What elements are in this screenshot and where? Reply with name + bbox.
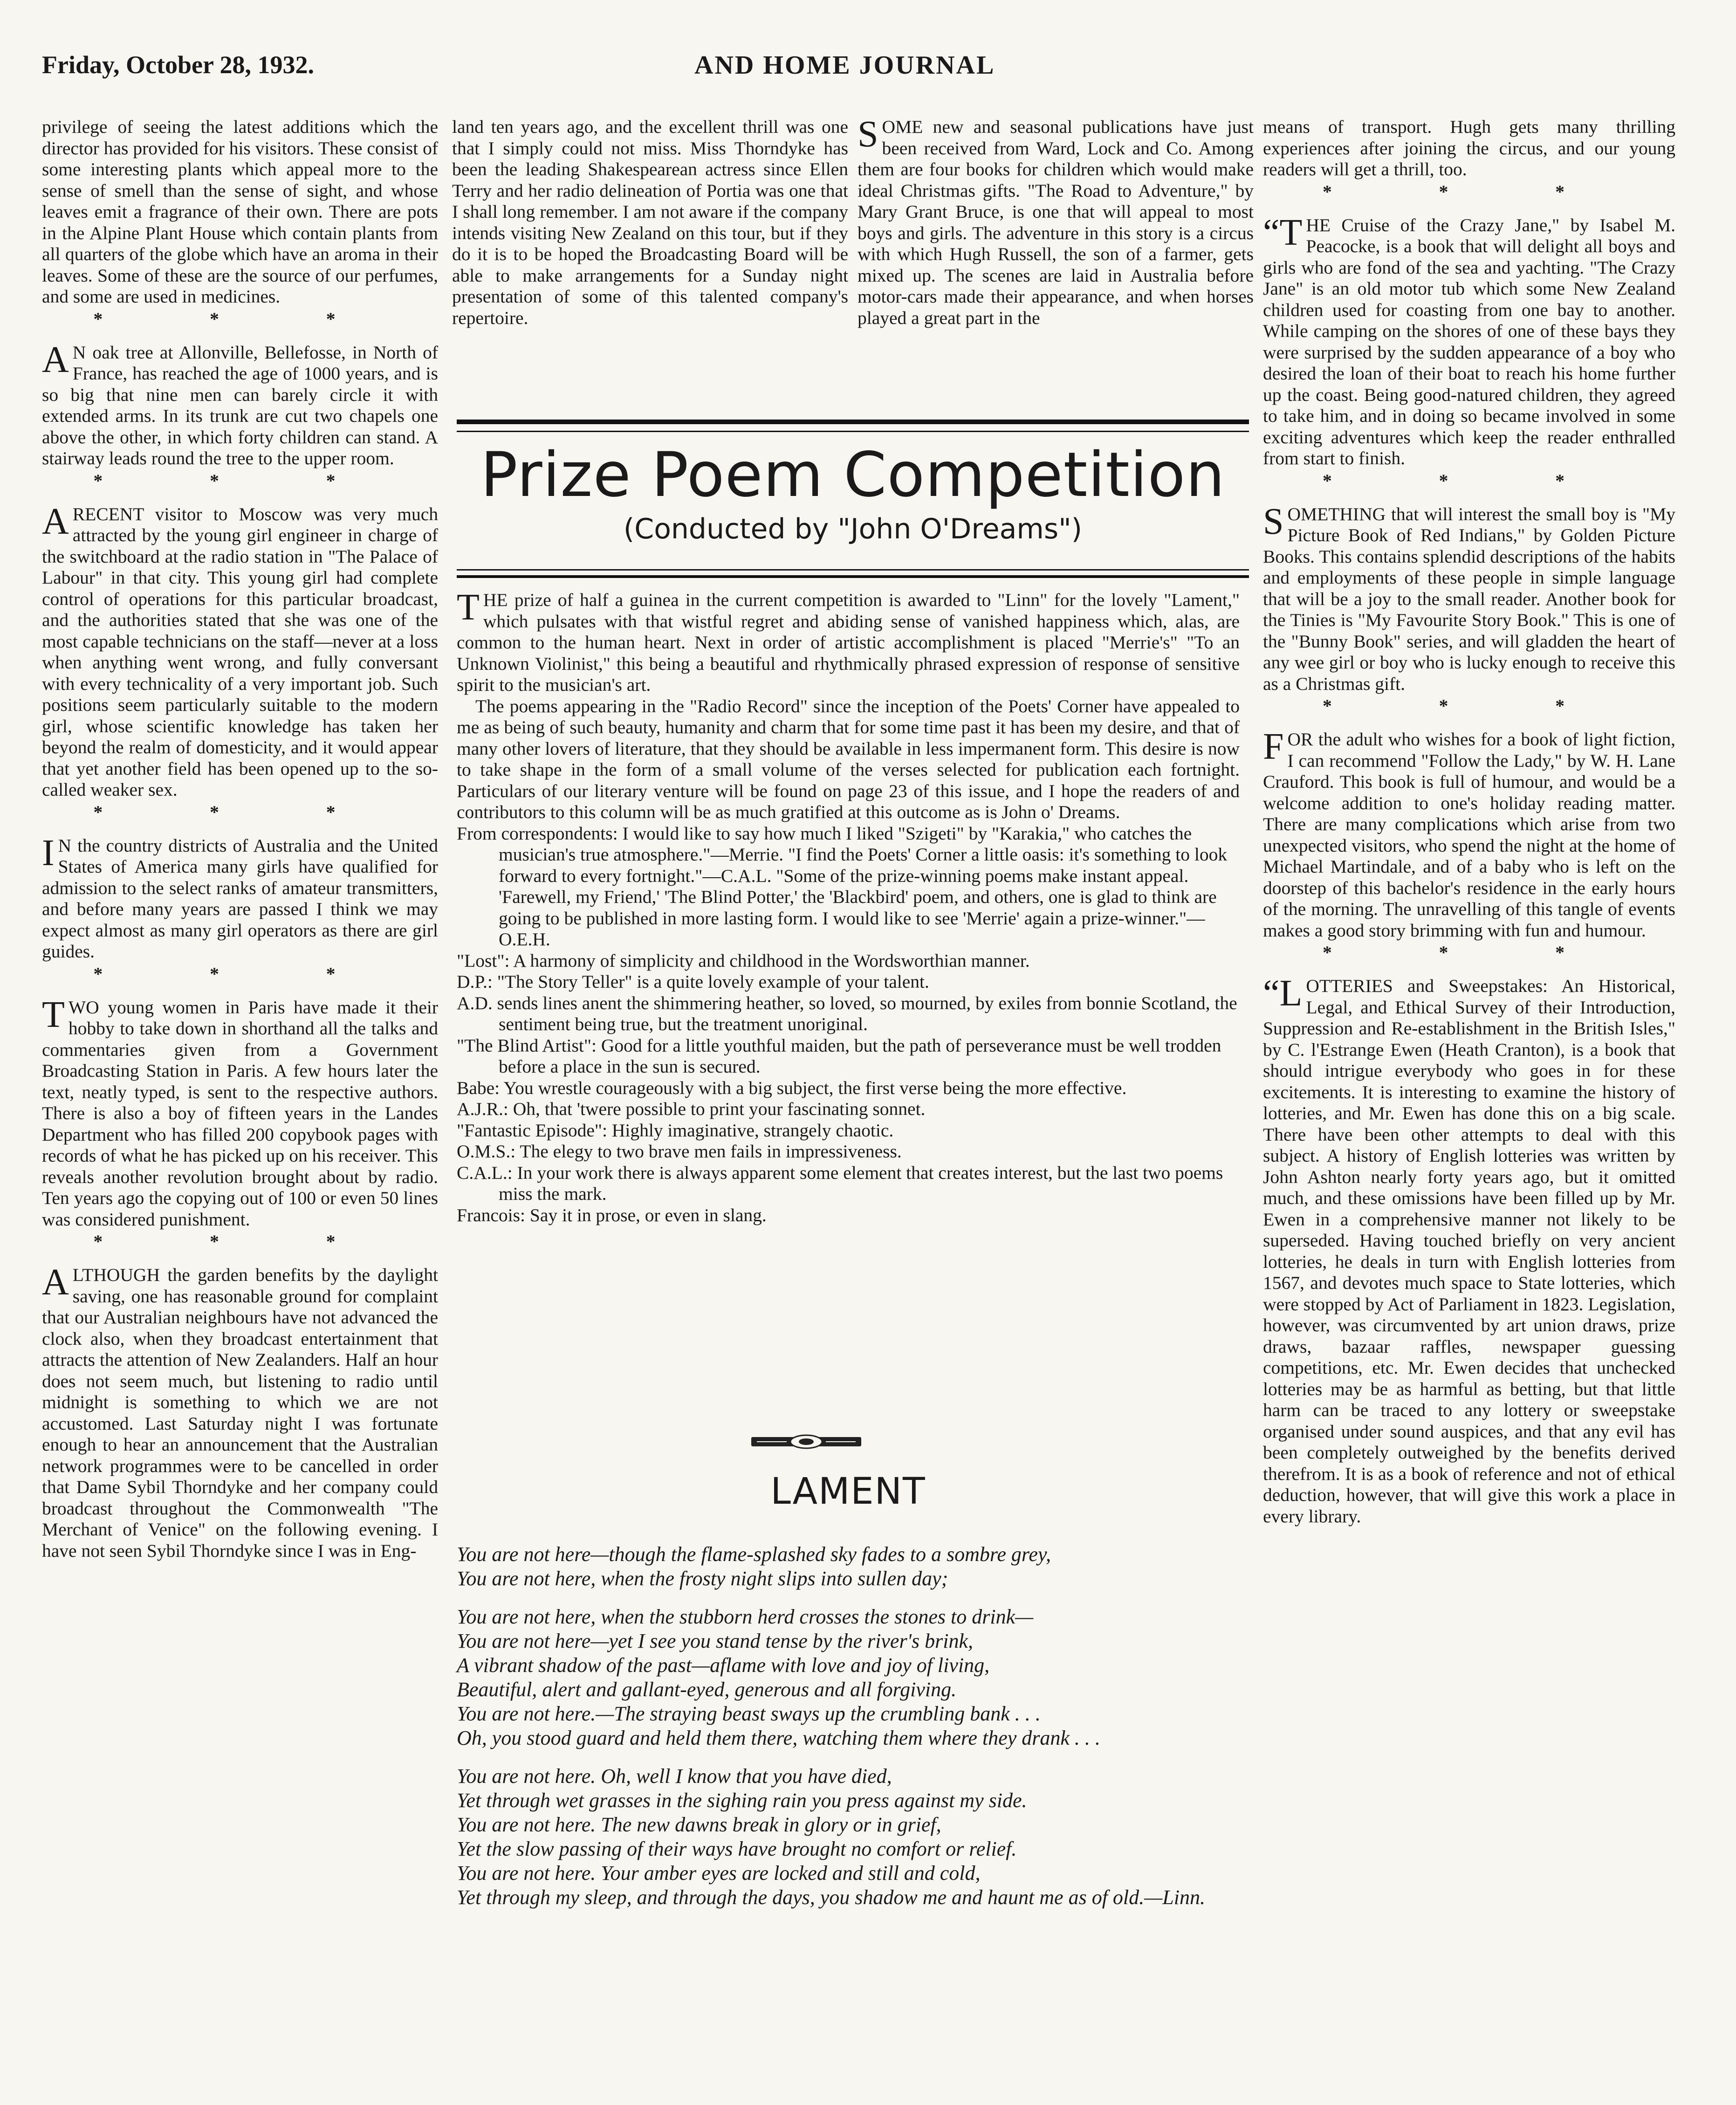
- drop-cap: “T: [1263, 212, 1303, 253]
- drop-cap: “L: [1263, 973, 1303, 1014]
- paragraph-crazy-jane: “T HE Cruise of the Crazy Jane," by Isabel M. Peacocke, is a book that will delight all boys and girls who are fond of the sea and yachting. "The Crazy Jane" is an old motor tub which some New Zealand children used for coasting from one bay to another. While camping on the shores of one of these bays they were surprised by the sudden appearance of a boy who desired the loan of their boat to reach his home further up the coast. Being good-natured children, they agreed to take him, and in doing so became involved in some exciting adventures which keep the reader enthralled from start to finish.: [1263, 212, 1675, 468]
- drop-cap: A: [42, 501, 69, 542]
- poem-title: LAMENT: [770, 1471, 926, 1513]
- competition-note: "Fantastic Episode": Highly imaginative, strangely chaotic.: [457, 1120, 894, 1141]
- competition-subtitle: (Conducted by "John O'Dreams"): [623, 513, 1083, 545]
- competition-note: D.P.: "The Story Teller" is a quite lovely example of your talent.: [457, 971, 929, 992]
- competition-note: Francois: Say it in prose, or even in slang.: [457, 1204, 767, 1225]
- paragraph-kew-gardens: privilege of seeing the latest additions which the director has provided for his visitors. These consist of some interesting plants which appeal more to the sense of smell than the sense of sight, and whose leaves emit a fragrance of their own. There are pots in the Alpine Plant House which contain plants from all quarters of the globe which have an aroma in their leaves. Some of these are the source of our perfumes, and some are used in medicines.: [42, 117, 438, 307]
- poem-line: Oh, you stood guard and held them there, watching them where they drank . . .: [457, 1727, 1100, 1749]
- drop-cap: S: [858, 114, 878, 155]
- poem-line: You are not here.—The straying beast sways up the crumbling bank . . .: [457, 1702, 1041, 1725]
- paragraph-daylight-saving: ALTHOUGH the garden benefits by the daylight saving, one has reasonable ground for complaint that our Australian neighbours have not advanced the clock also, when they broadcast entertainment that attracts the attention of New Zealanders. Half an hour does not seem much, but listening to radio until midnight is something to which we are not accustomed. Last Saturday night I was fortunate enough to hear an announcement that the Australian network programmes were to be cancelled in order that Dame Sybil Thorndyke and her company could broadcast throughout the Commonwealth "The Merchant of Venice" on the following evening. I have not seen Sybil Thorndyke since I was in Eng-: [42, 1262, 439, 1561]
- competition-announcement: The poems appearing in the "Radio Record" since the inception of the Poets' Corner have appealed to me as being of such beauty, humanity and charm that for some time past it has been my desire, and that of many other lovers of literature, that they should be available in less impermanent form. This desire is now to take shape in the form of a small volume of the verses selected for publication each fortnight. Particulars of our literary venture will be found on page 23 of this issue, and I hope the readers of and contributors to this column will be as much gratified at this outcome as is John o' Dreams.: [457, 695, 1240, 822]
- paragraph-oak-tree: A N oak tree at Allonville, Bellefosse, in North of France, has reached the age of 1000 years, and is so big that nine men can barely circle it with extended arms. In its trunk are cut two chapels one above the other, in which forty children can stand. A stairway leads round the tree to the upper room.: [42, 339, 438, 468]
- section-separator: * * *: [93, 1231, 387, 1252]
- competition-body: [457, 587, 1240, 1226]
- section-separator: * * *: [1323, 942, 1616, 963]
- column-2: [452, 117, 848, 329]
- paragraph-lotteries: “L OTTERIES and Sweepstakes: An Historical, Legal, and Ethical Survey of their Introduction, Suppression and Re-establishment in the British Isles," by C. l'Estrange Ewen (Heath Cranton), is a book that should intrigue everybody who goes in for these excitements. It is interesting to examine the history of lotteries, and Mr. Ewen has done this on a big scale. There have been other attempts to deal with this subject. A history of English lotteries was written by John Ashton nearly forty years ago, but it omitted much, and these omissions have been filled up by Mr. Ewen in a comprehensive manner not likely to be superseded. Having touched briefly on very ancient lotteries, he deals in turn with English lotteries from 1567, and devotes much space to State lotteries, which were stopped by Act of Parliament in 1823. Legislation, however, was circumvented by art union draws, prize draws, bazaar raffles, newspaper guessing competitions, etc. Mr. Ewen decides that unchecked lotteries may be as harmful as betting, but that little harm can be traced to any lottery or sweepstake organised under sound auspices, and that any evil has been completely outweighed by the benefits derived therefrom. It is as a book of reference and not of ethical deduction, however, that will give this work a place in every library.: [1263, 973, 1675, 1527]
- drop-cap: T: [42, 994, 65, 1035]
- drop-cap: I: [42, 832, 55, 874]
- poem-line: Beautiful, alert and gallant-eyed, generous and all forgiving.: [457, 1678, 957, 1701]
- drop-cap: F: [1263, 726, 1284, 767]
- section-separator: * * *: [1323, 470, 1616, 491]
- competition-note: A.D. sends lines anent the shimmering heather, so loved, so mourned, by exiles from bonnie Scotland, the sentiment being true, but the treatment unoriginal.: [457, 992, 1237, 1034]
- section-separator: * * *: [1323, 181, 1616, 202]
- paragraph-follow-the-lady: FOR the adult who wishes for a book of light fiction, I can recommend "Follow the Lady," by W. H. Lane Crauford. This book is full of humour, and would be a welcome addition to one's holiday reading matter. There are many complications which arise from two unexpected visitors, who spend the night at the home of Michael Martindale, and of a baby who is left on the doorstep of this bachelor's residence in the early hours of the morning. The unravelling of this tangle of events makes a good story brimming with fun and humour.: [1263, 726, 1675, 941]
- column-4: [1263, 117, 1675, 1527]
- drop-cap: T: [457, 587, 480, 628]
- poem-line: You are not here—though the flame-splashed sky fades to a sombre grey,: [457, 1543, 1051, 1566]
- paragraph-girl-transmitters: I N the country districts of Australia and the United States of America many girls have qualified for admission to the select ranks of amateur transmitters, and before many years are passed I think we may expect almost as many girl operators as there are girl guides.: [42, 832, 438, 962]
- competition-title: Prize Poem Competition: [480, 439, 1225, 511]
- poem-lament: [457, 1543, 1258, 1910]
- section-separator: * * *: [93, 308, 387, 329]
- poem-line: You are not here. Your amber eyes are locked and still and cold,: [457, 1862, 981, 1885]
- competition-header: [457, 420, 1249, 578]
- ornament-divider: [750, 1433, 862, 1450]
- poem-line: You are not here, when the frosty night slips into sullen day;: [457, 1567, 948, 1590]
- paragraph-moscow-engineer: ARECENT visitor to Moscow was very much attracted by the young girl engineer in charge of the switchboard at the radio station in "The Palace of Labour" in that city. This young girl had complete control of operations for this particular broadcast, and the authorities stated that she was one of the most capable technicians on the staff—never at a loss when anything went wrong, and fully conversant with every technicality of a very important job. Such positions seem particularly suitable to the modern girl, whose scientific knowledge has taken her beyond the realm of domesticity, and it would appear that yet another field has been opened up to the so-called weaker sex.: [42, 501, 438, 800]
- poem-line: You are not here, when the stubborn herd crosses the stones to drink—: [457, 1605, 1034, 1628]
- section-separator: * * *: [1323, 695, 1616, 716]
- issue-date: Friday, October 28, 1932.: [42, 51, 314, 79]
- drop-cap: A: [42, 1262, 69, 1303]
- competition-note: O.M.S.: The elegy to two brave men fails in impressiveness.: [457, 1141, 902, 1162]
- poem-line: Yet the slow passing of their ways have brought no comfort or relief.: [457, 1837, 1017, 1860]
- paragraph-transport: means of transport. Hugh gets many thrilling experiences after joining the circus, and our young readers will get a thrill, too.: [1263, 117, 1675, 179]
- double-rule-bottom: [457, 569, 1249, 578]
- drop-cap: S: [1263, 501, 1284, 542]
- paragraph-thorndyke: land ten years ago, and the excellent thrill was one that I simply could not miss. Miss Thorndyke has been the leading Shakespearean actress since Ellen Terry and her radio delineation of Portia was one that I shall long remember. I am not aware if the company intends visiting New Zealand on this tour, but if they do it is to be hoped the Broadcasting Board will be able to make arrangements for a Sunday night presentation of some of this talented company's repertoire.: [452, 117, 848, 328]
- journal-title: AND HOME JOURNAL: [694, 51, 995, 80]
- paragraph-new-publications: SOME new and seasonal publications have just been received from Ward, Lock and Co. Among them are four books for children which would make ideal Christmas gifts. "The Road to Adventure," by Mary Grant Bruce, is one that will appeal to most boys and girls. The adventure in this story is a circus with which Hugh Russell, the son of a farmer, gets mixed up. The scenes are laid in Australia before motor-cars made their appearance, and when horses played a great part in the: [858, 114, 1254, 328]
- competition-note: From correspondents: I would like to say how much I liked "Szigeti" by "Karakia," who catches the musician's true atmosphere."—Merrie. "I find the Poets' Corner a little oasis: it's something to look forward to every fortnight."—C.A.L. "Some of the prize-winning poems make instant appeal. 'Farewell, my Friend,' 'The Blind Potter,' the 'Blackbird' poem, and others, one is glad to think are going to be published in more lasting form. I would like to see 'Merrie' again a prize-winner."—O.E.H.: [457, 823, 1228, 949]
- drop-cap: A: [42, 339, 69, 380]
- competition-note: C.A.L.: In your work there is always apparent some element that creates interest, but the last two poems miss the mark.: [457, 1162, 1223, 1204]
- section-separator: * * *: [93, 963, 387, 984]
- competition-note: "The Blind Artist": Good for a little youthful maiden, but the path of perseverance must be well trodden before a place in the sun is secured.: [457, 1035, 1221, 1077]
- competition-note: Babe: You wrestle courageously with a big subject, the first verse being the more effective.: [457, 1077, 1127, 1098]
- poem-line: Yet through wet grasses in the sighing rain you press against my side.: [457, 1789, 1027, 1812]
- poem-line: You are not here. Oh, well I know that you have died,: [457, 1765, 892, 1788]
- section-separator: * * *: [93, 470, 387, 491]
- competition-note: "Lost": A harmony of simplicity and childhood in the Wordsworthian manner.: [457, 950, 1030, 971]
- column-3: [858, 114, 1254, 329]
- paragraph-red-indians: SOMETHING that will interest the small boy is "My Picture Book of Red Indians," by Golden Picture Books. This contains splendid descriptions of the habits and employments of these people in simple language that will be a joy to the small reader. Another book for the Tinies is "My Favourite Story Book." This is one of the "Bunny Book" series, and will gladden the heart of any wee girl or boy who is lucky enough to receive this as a Christmas gift.: [1263, 501, 1675, 694]
- poem-line: You are not here—yet I see you stand tense by the river's brink,: [457, 1630, 973, 1652]
- competition-note: A.J.R.: Oh, that 'twere possible to print your fascinating sonnet.: [457, 1099, 926, 1119]
- poem-line: You are not here. The new dawns break in glory or in grief,: [457, 1813, 941, 1836]
- poem-line: A vibrant shadow of the past—aflame with love and joy of living,: [457, 1654, 990, 1677]
- double-rule-top: [457, 420, 1249, 432]
- column-1: [42, 117, 438, 1562]
- competition-intro: THE prize of half a guinea in the current competition is awarded to "Linn" for the lovely "Lament," which pulsates with that wistful regret and abiding sense of vanished happiness which, alas, are common to the human heart. Next in order of artistic accomplishment is placed "Merrie's" "To an Unknown Violinist," this being a beautiful and rhythmically phrased expression of response of sensitive spirit to the musician's art.: [457, 587, 1240, 695]
- paragraph-paris-shorthand: TWO young women in Paris have made it their hobby to take down in shorthand all the talks and commentaries given from a Government Broadcasting Station in Paris. A few hours later the text, neatly typed, is sent to the respective authors. There is also a boy of fifteen years in the Landes Department who has filled 200 copybook pages with records of what he has picked up on his receiver. This reveals another revolution brought about by radio. Ten years ago the copying out of 100 or even 50 lines was considered punishment.: [42, 994, 438, 1230]
- section-separator: * * *: [93, 801, 387, 822]
- poem-line: Yet through my sleep, and through the days, you shadow me and haunt me as of old.—Linn.: [457, 1886, 1205, 1909]
